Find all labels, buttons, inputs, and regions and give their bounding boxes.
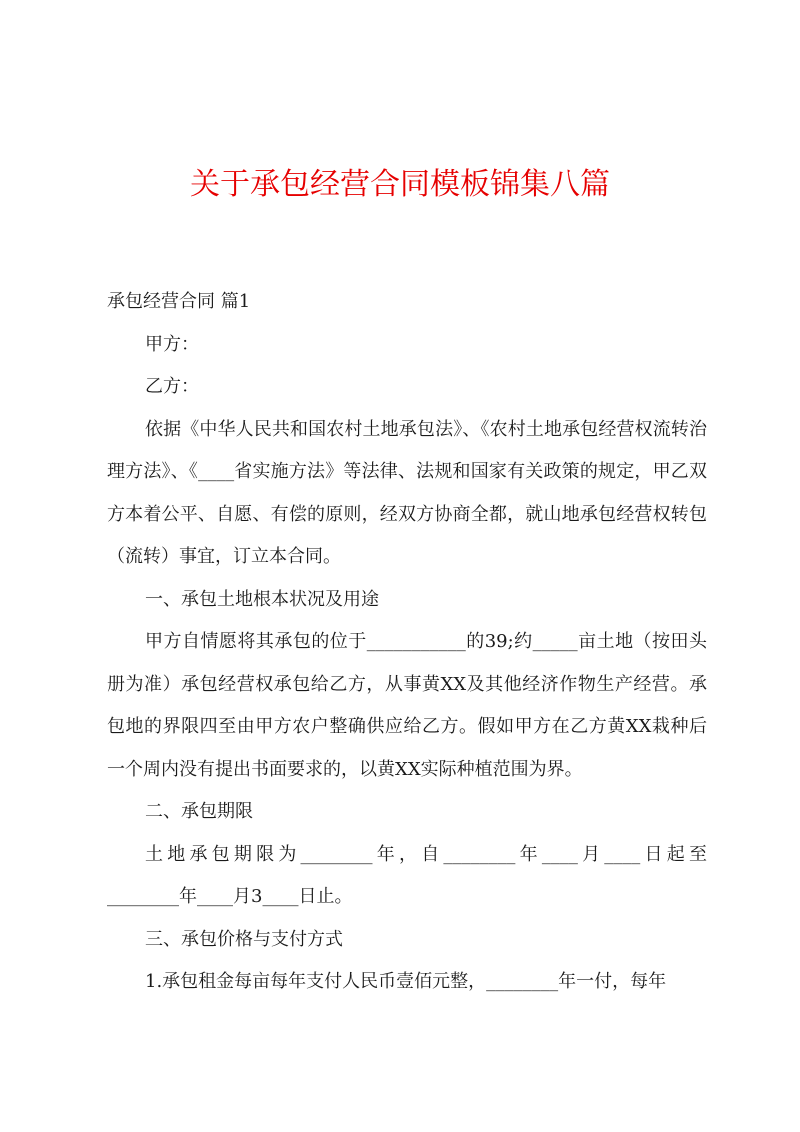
term-char: 自: [421, 843, 440, 865]
clause-3-paragraph: 1.承包租金每亩每年支付人民币壹佰元整，________年一付，每年: [145, 971, 667, 992]
term-blank: ________: [300, 843, 373, 865]
party-a-label: 甲方：: [145, 333, 199, 355]
term-char: 日: [644, 843, 663, 865]
term-char: 土: [145, 843, 163, 865]
term-blank: ____: [604, 843, 641, 865]
document-title: 关于承包经营合同模板锦集八篇: [190, 167, 610, 202]
term-char: 限: [256, 843, 275, 865]
term-line-1: [107, 834, 707, 877]
term-char: ，: [398, 843, 417, 865]
term-blank: ________: [443, 843, 516, 865]
section-heading: 承包经营合同 篇1: [107, 291, 251, 312]
term-line-2: ________年____月3____日止。: [107, 886, 353, 907]
clause-heading-1: 一、承包土地根本状况及用途: [145, 588, 379, 610]
intro-paragraph: 依据《中华人民共和国农村土地承包法》、《农村土地承包经营权流转治理方法》、《____省实施方法》等法律、法规和国家有关政策的规定，甲乙双方本着公平、自愿、有偿的原则，经双方协商全都，就山地承包经营权转包（流转）事宜，订立本合同。: [107, 418, 707, 567]
term-char: 年: [519, 843, 538, 865]
term-blank: ____: [541, 843, 578, 865]
term-char: 起: [666, 843, 685, 865]
clause-1-paragraph: 甲方自情愿将其承包的位于___________的39;约_____亩土地（按田头册为准）承包经营权承包给乙方，从事黄XX及其他经济作物生产经营。承包地的界限四至由甲方农户整确供应给乙方。假如甲方在乙方黄XX栽种后一个周内没有提出书面要求的，以黄XX实际种植范围为界。: [107, 631, 707, 780]
term-char: 地: [167, 843, 186, 865]
term-char: 期: [233, 843, 252, 865]
term-char: 包: [211, 843, 230, 865]
clause-heading-2: 二、承包期限: [145, 801, 253, 822]
term-char: 为: [278, 843, 297, 865]
term-char: 承: [189, 843, 208, 865]
clause-heading-3: 三、承包价格与支付方式: [145, 928, 343, 950]
party-b-label: 乙方：: [145, 376, 199, 397]
term-char: 至: [688, 843, 707, 865]
term-char: 月: [582, 843, 601, 865]
term-char: 年: [376, 843, 395, 865]
document-body: [107, 281, 707, 1004]
